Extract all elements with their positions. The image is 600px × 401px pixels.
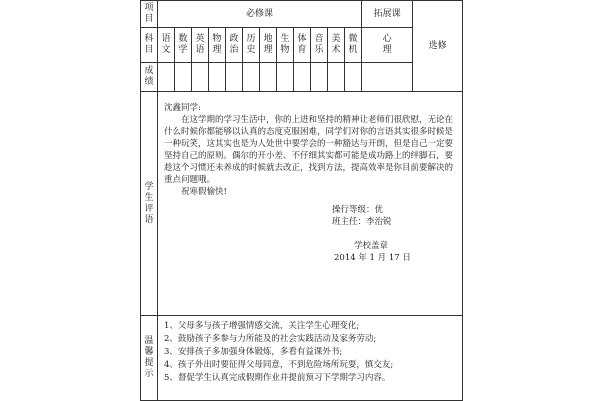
grade-cell bbox=[226, 63, 243, 92]
tip-item: 3、安排孩子多加强身体锻炼，多看有益课外书; bbox=[164, 347, 343, 357]
grade-cell bbox=[345, 63, 362, 92]
grades-label: 成绩 bbox=[144, 66, 154, 87]
evaluation-label-cell bbox=[141, 92, 158, 316]
subject-psychology: 心理 bbox=[362, 28, 413, 63]
subject-geography: 地理 bbox=[260, 28, 277, 63]
evaluation-paragraph: 在这学期的学习生活中，你的上进和坚持的精神让老师们很欣慰，无论在什么时候你都能够以认真的态度克服困难，同学们对你的言语其实很多时候是一种玩笑，这其实也是为人处世中要学会的一种豁达与开朗，但是自己一定要坚持自己的原则。偶尔的开小差、不仔细其实都可能是成功路上的绊脚石，要趁这个习惯还未养成的时候就去改正，找到方法，提高效率是你目前要解决的重点问题哦。 bbox=[164, 115, 454, 185]
tip-item: 1、父母多与孩子增强情感交流，关注学生心理变化; bbox=[164, 321, 360, 331]
evaluation-text bbox=[164, 102, 456, 264]
report-card-table bbox=[140, 0, 463, 401]
grade-cell bbox=[192, 63, 209, 92]
evaluation-date: 2014 年 1 月 17 日 bbox=[334, 253, 411, 263]
grade-cell bbox=[243, 63, 260, 92]
grade-cell bbox=[277, 63, 294, 92]
project-label-cell bbox=[141, 1, 158, 28]
subject-music: 音乐 bbox=[311, 28, 328, 63]
subject-art: 美术 bbox=[328, 28, 345, 63]
tip-item: 5、督促学生认真完成假期作业并提前预习下学期学习内容。 bbox=[164, 373, 391, 383]
tips-label-cell bbox=[141, 316, 158, 401]
school-stamp-label: 学校盖章 bbox=[354, 241, 389, 251]
report-card-sheet bbox=[140, 0, 462, 400]
conduct-grade: 操行等级：优 bbox=[332, 205, 384, 215]
project-label: 项目 bbox=[144, 3, 154, 24]
extension-courses-header: 拓展课 bbox=[362, 1, 413, 28]
subject-computer: 微机 bbox=[345, 28, 362, 63]
subject-biology: 生物 bbox=[277, 28, 294, 63]
subjects-label: 科目 bbox=[144, 34, 154, 55]
subject-physics: 物理 bbox=[209, 28, 226, 63]
class-teacher: 班主任：李治锐 bbox=[332, 217, 392, 227]
evaluation-closing: 祝寒假愉快! bbox=[181, 187, 227, 197]
evaluation-label: 学生评语 bbox=[144, 181, 154, 225]
grade-cell bbox=[260, 63, 277, 92]
evaluation-greeting: 沈鑫同学: bbox=[164, 103, 201, 113]
grade-cell bbox=[328, 63, 345, 92]
subject-chinese: 语文 bbox=[158, 28, 175, 63]
evaluation-cell bbox=[158, 92, 463, 316]
grade-cell bbox=[362, 63, 413, 92]
tips-row bbox=[141, 316, 463, 401]
evaluation-row bbox=[141, 92, 463, 316]
grades-label-cell bbox=[141, 63, 158, 92]
tip-item: 4、孩子外出时要征得父母同意，不到危险场所玩耍，慎交友; bbox=[164, 360, 394, 370]
subject-history: 历史 bbox=[243, 28, 260, 63]
grade-cell bbox=[209, 63, 226, 92]
subject-politics: 政治 bbox=[226, 28, 243, 63]
grade-cell bbox=[175, 63, 192, 92]
subjects-label-cell bbox=[141, 28, 158, 63]
subject-math: 数学 bbox=[175, 28, 192, 63]
grade-cell bbox=[294, 63, 311, 92]
header-row bbox=[141, 1, 463, 28]
grade-cell bbox=[311, 63, 328, 92]
tips-cell bbox=[158, 316, 463, 401]
subject-pe: 体育 bbox=[294, 28, 311, 63]
tip-item: 2、鼓励孩子多参与力所能及的社会实践活动及家务劳动; bbox=[164, 334, 377, 344]
grade-cell bbox=[158, 63, 175, 92]
tips-list bbox=[164, 320, 462, 385]
tips-label: 温馨提示 bbox=[144, 336, 154, 379]
required-courses-header: 必修课 bbox=[158, 1, 362, 28]
elective-header: 选修 bbox=[413, 1, 463, 92]
subject-english: 英语 bbox=[192, 28, 209, 63]
